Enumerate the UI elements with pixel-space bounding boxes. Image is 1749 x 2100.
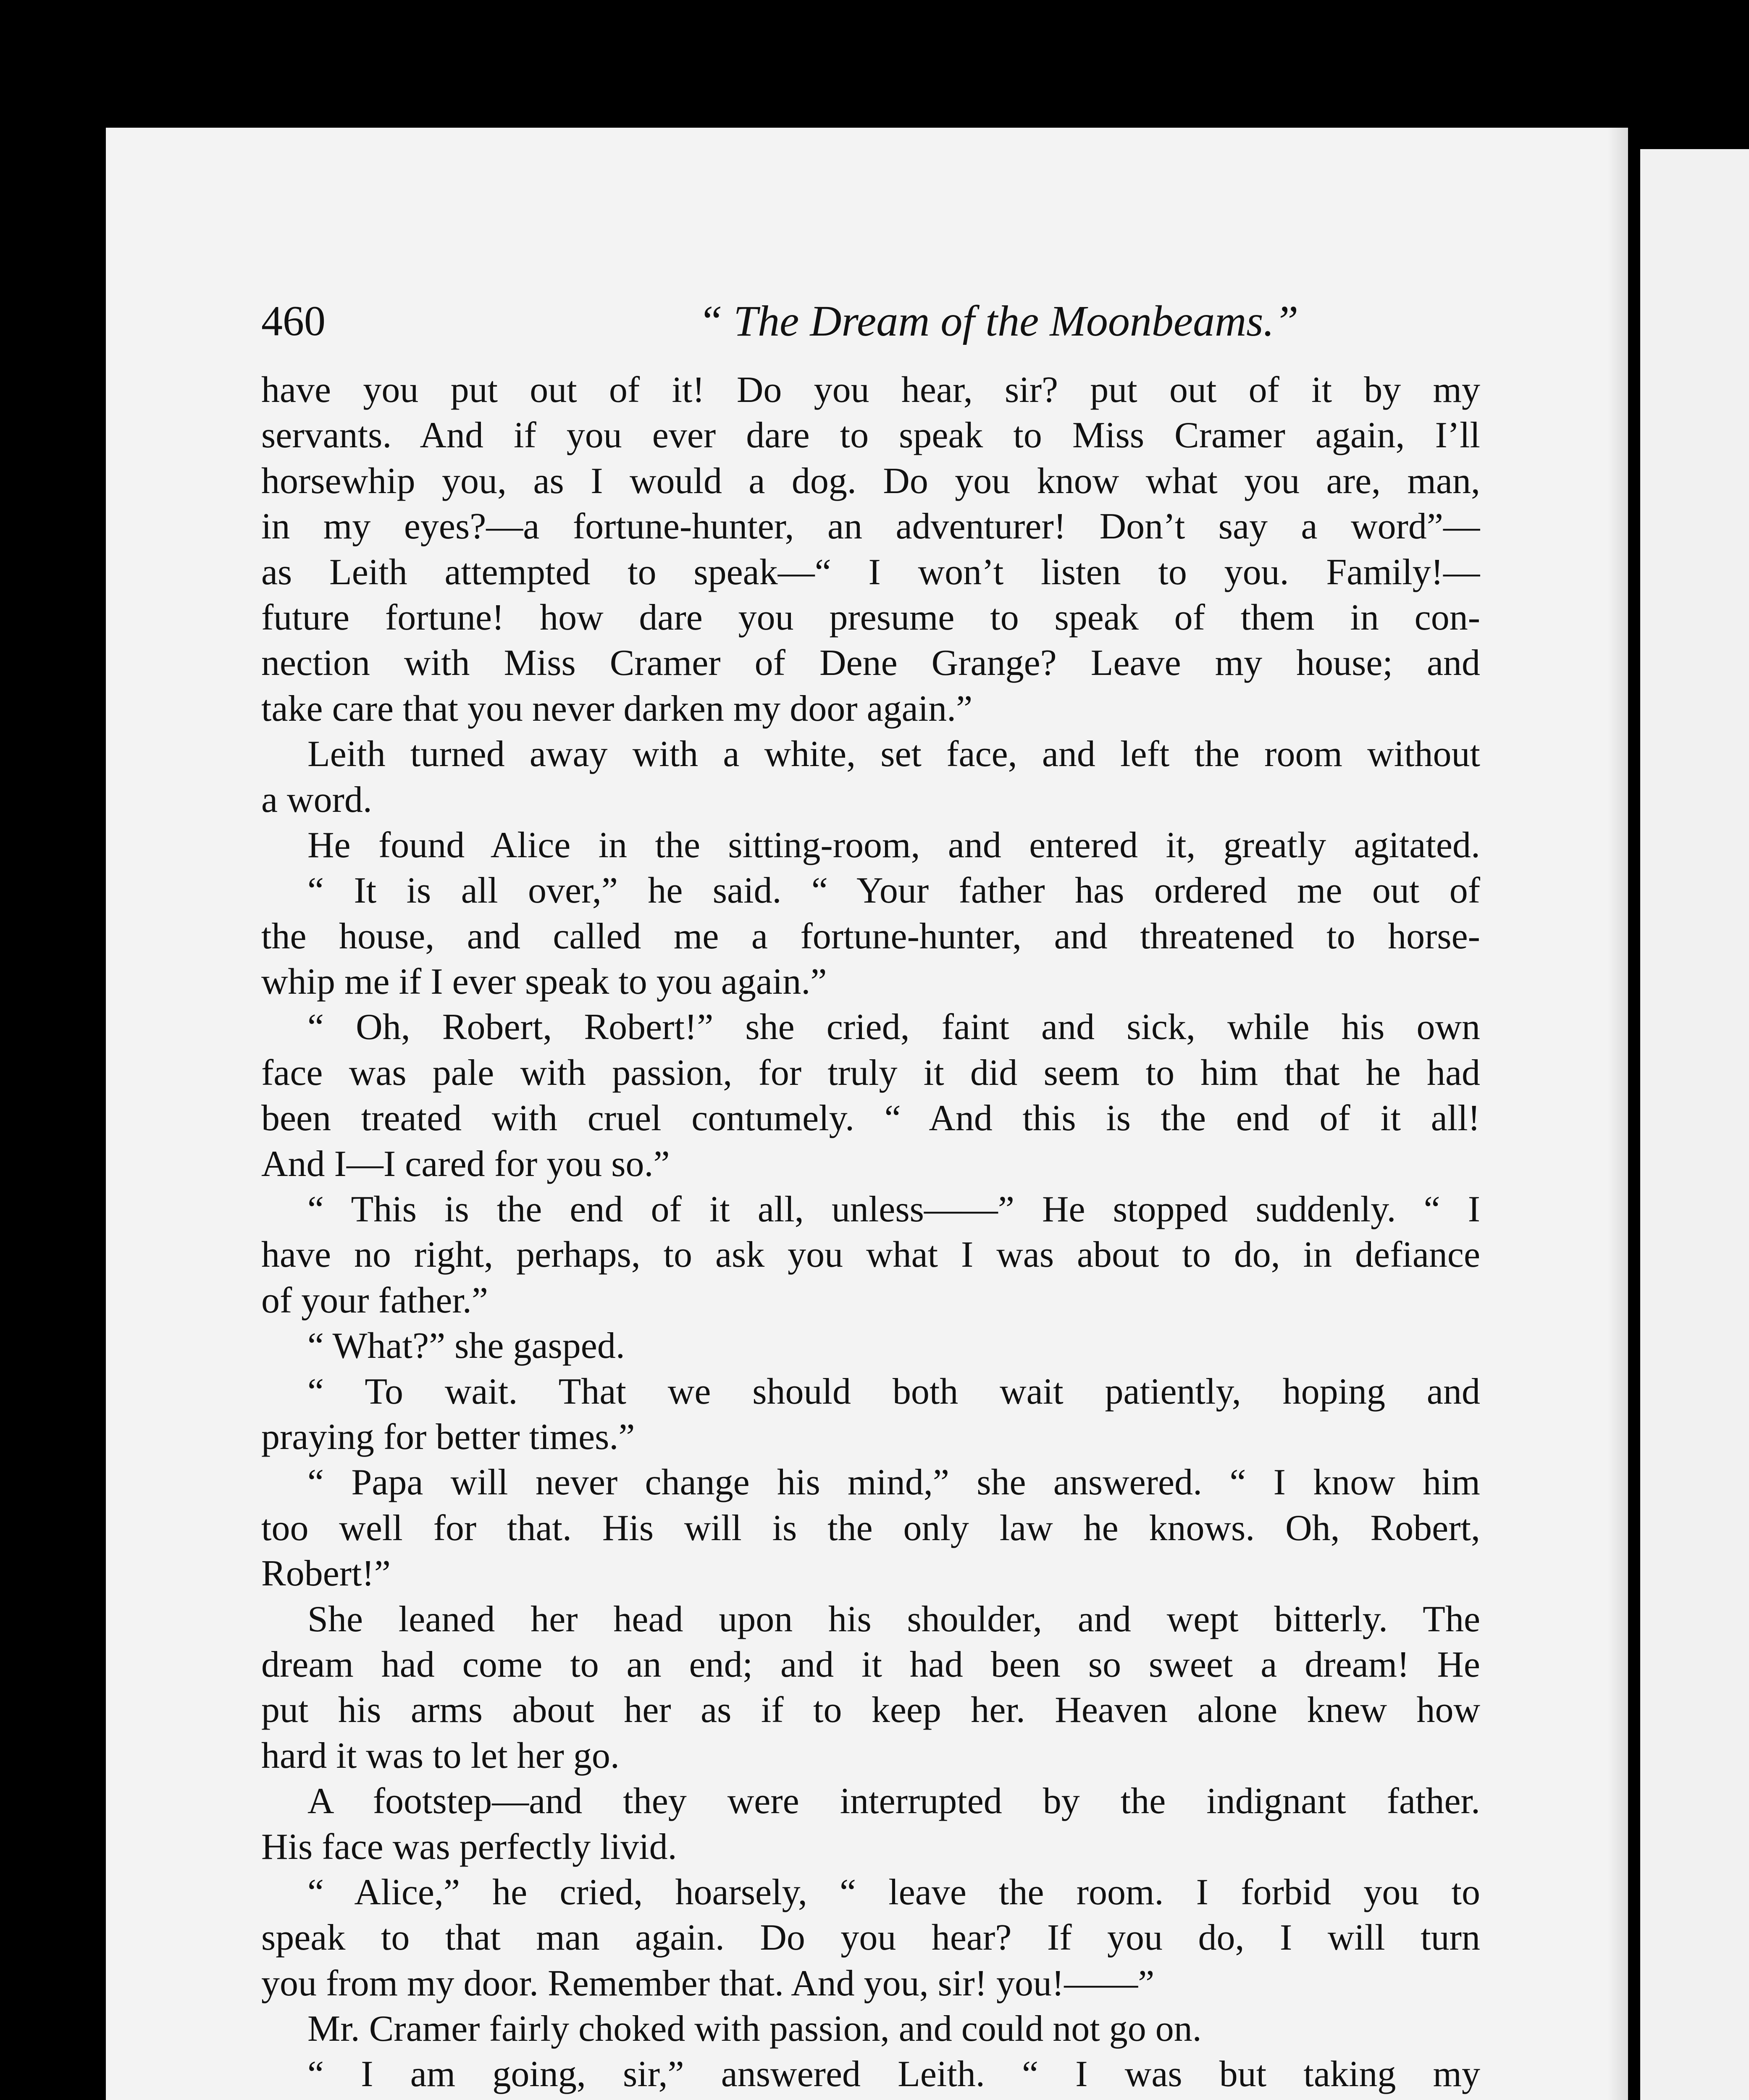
text-line: face was pale with passion, for truly it did seem to him that he had <box>261 1052 1480 1093</box>
text-line: dream had come to an end; and it had been so sweet a dream! He <box>261 1644 1480 1685</box>
text-line: Robert!” <box>261 1553 391 1594</box>
text-line: been treated with cruel contumely. “ And this is the end of it all! <box>261 1098 1480 1139</box>
text-line: He found Alice in the sitting-room, and entered it, greatly agitated. <box>307 824 1480 866</box>
page-number: 460 <box>261 297 326 345</box>
text-line: “ It is all over,” he said. “ Your father has ordered me out of <box>307 870 1480 911</box>
text-line: have no right, perhaps, to ask you what I was about to do, in defiance <box>261 1234 1480 1276</box>
text-line: “ Alice,” he cried, hoarsely, “ leave the room. I forbid you to <box>307 1872 1480 1913</box>
text-line: horsewhip you, as I would a dog. Do you know what you are, man, <box>261 460 1480 501</box>
body-text <box>261 368 1480 2100</box>
text-line <box>261 2097 1480 2100</box>
running-title: “ The Dream of the Moonbeams.” <box>698 297 1299 345</box>
text-line: speak to that man again. Do you hear? If you do, I will turn <box>261 1917 1480 1958</box>
text-line: “ To wait. That we should both wait patiently, hoping and <box>307 1371 1480 1412</box>
text-line: praying for better times.” <box>261 1416 635 1457</box>
text-line: as Leith attempted to speak—“ I won’t listen to you. Family!— <box>261 551 1480 593</box>
text-line: And I—I cared for you so.” <box>261 1143 670 1184</box>
page-gutter-shadow <box>1608 128 1628 2100</box>
text-line: in my eyes?—a fortune-hunter, an adventurer! Don’t say a word”— <box>261 506 1480 547</box>
next-page-edge <box>1640 149 1749 2100</box>
text-line: a word. <box>261 779 372 820</box>
text-line: Leith turned away with a white, set face, and left the room without <box>307 734 1480 775</box>
text-line: hard it was to let her go. <box>261 1735 620 1776</box>
text-line: have you put out of it! Do you hear, sir? put out of it by my <box>261 370 1480 410</box>
text-line: servants. And if you ever dare to speak to Miss Cramer again, I’ll <box>261 415 1480 456</box>
text-line: of your father.” <box>261 1280 488 1321</box>
text-line: whip me if I ever speak to you again.” <box>261 961 827 1003</box>
text-line: take care that you never darken my door again.” <box>261 688 973 729</box>
text-line: His face was perfectly livid. <box>261 1826 677 1867</box>
text-line: She leaned her head upon his shoulder, and wept bitterly. The <box>307 1599 1480 1640</box>
text-line: “ Papa will never change his mind,” she answered. “ I know him <box>307 1462 1480 1503</box>
text-line: A footstep—and they were interrupted by the indignant father. <box>307 1781 1480 1822</box>
text-line: put his arms about her as if to keep her. Heaven alone knew how <box>261 1690 1480 1731</box>
text-line: “ This is the end of it all, unless——” He stopped suddenly. “ I <box>307 1189 1480 1230</box>
text-line: “ I am going, sir,” answered Leith. “ I was but taking my <box>307 2054 1480 2095</box>
text-line: nection with Miss Cramer of Dene Grange? Leave my house; and <box>261 643 1480 684</box>
text-line: the house, and called me a fortune-hunter, and threatened to horse- <box>261 916 1480 957</box>
text-line: “ What?” she gasped. <box>307 1326 625 1367</box>
text-line: “ Oh, Robert, Robert!” she cried, faint and sick, while his own <box>307 1007 1480 1048</box>
text-line: you from my door. Remember that. And you, sir! you!——” <box>261 1963 1155 2004</box>
text-line: too well for that. His will is the only law he knows. Oh, Robert, <box>261 1507 1480 1549</box>
text-line: future fortune! how dare you presume to speak of them in con- <box>261 597 1480 638</box>
running-head <box>261 290 1479 353</box>
text-line: Mr. Cramer fairly choked with passion, and could not go on. <box>307 2008 1202 2050</box>
